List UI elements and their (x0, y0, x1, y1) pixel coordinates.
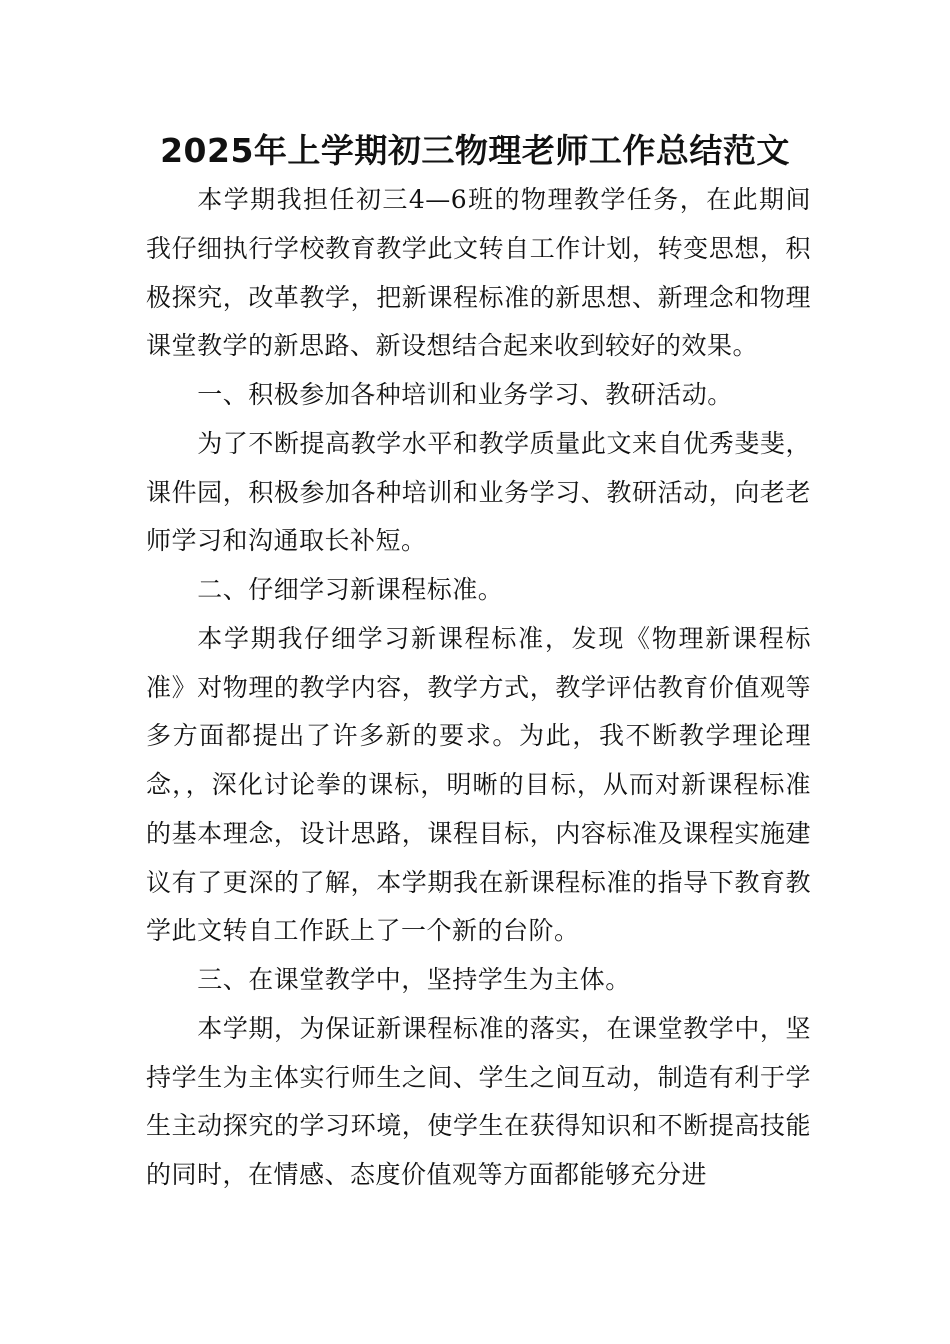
document-title: 2025年上学期初三物理老师工作总结范文 (160, 131, 790, 170)
paragraph-intro: 本学期我担任初三4—6班的物理教学任务，在此期间我仔细执行学校教育教学此文转自工作计划，转变思想，积极探究，改革教学，把新课程标准的新思想、新理念和物理课堂教学的新思路、新设想结合起来收到较好的效果。 (146, 185, 811, 361)
paragraph-section-1: 为了不断提高教学水平和教学质量此文来自优秀斐斐，课件园，积极参加各种培训和业务学习、教研活动，向老老师学习和沟通取长补短。 (146, 428, 811, 556)
paragraph-section-2: 本学期我仔细学习新课程标准，发现《物理新课程标准》对物理的教学内容，教学方式，教学评估教育价值观等多方面都提出了许多新的要求。为此，我不断教学理论理念，，深化讨论拳的课标，明晰的目标，从而对新课程标准的基本理念，设计思路，课程目标，内容标准及课程实施建议有了更深的了解，本学期我在新课程标准的指导下教育教学此文转自工作跃上了一个新的台阶。 (146, 623, 811, 946)
paragraph-section-3: 本学期，为保证新课程标准的落实，在课堂教学中，坚持学生为主体实行师生之间、学生之间互动，制造有利于学生主动探究的学习环境，使学生在获得知识和不断提高技能的同时，在情感、态度价值观等方面都能够充分进 (146, 1013, 811, 1189)
section-heading-1: 一、积极参加各种培训和业务学习、教研活动。 (197, 380, 733, 409)
document-body (146, 176, 811, 1200)
section-heading-2: 二、仔细学习新课程标准。 (197, 575, 504, 604)
section-heading-3: 三、在课堂教学中，坚持学生为主体。 (197, 965, 631, 994)
